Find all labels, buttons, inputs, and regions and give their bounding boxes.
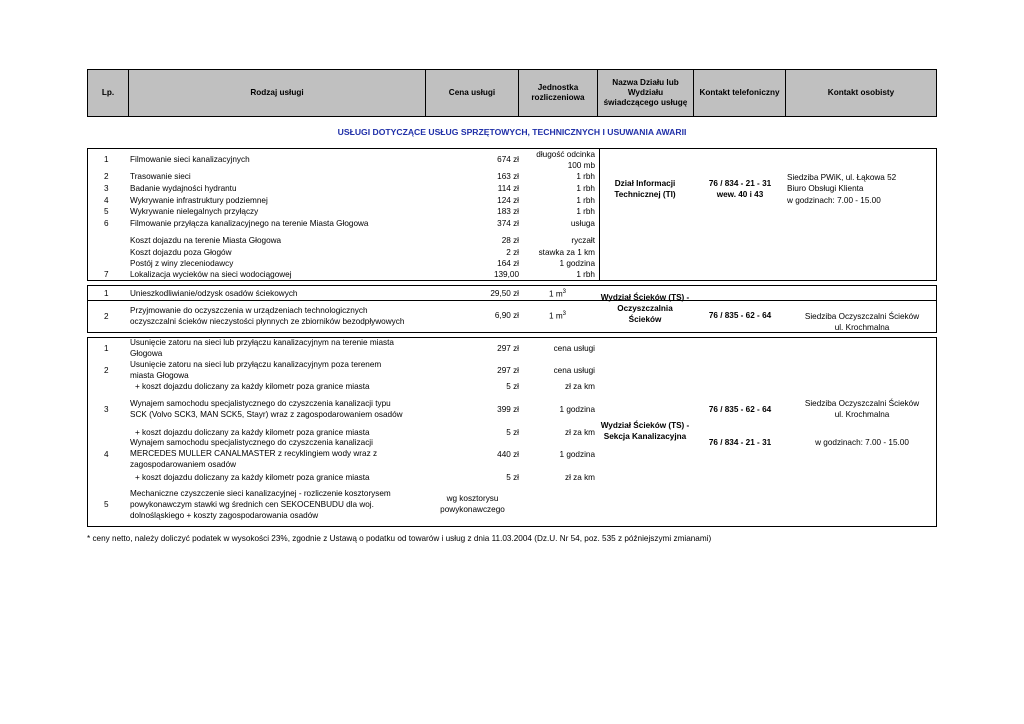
row-lp: 1 <box>104 289 109 298</box>
row-lp: 3 <box>104 184 109 193</box>
row-name: Usunięcie zatoru na sieci lub przyłączu kanalizacyjnym na terenie miasta <box>130 338 394 347</box>
row-price: 29,50 zł <box>490 289 519 298</box>
row-unit: 1 godzina <box>559 450 595 459</box>
group1-dept-line1: Dział Informacji <box>614 179 676 188</box>
row-lp: 5 <box>104 500 109 509</box>
row-unit: 1 rbh <box>576 172 595 181</box>
row-name-line3: dolnośląskiego + koszty zagospodarowania osadów <box>130 511 319 520</box>
row-unit <box>549 311 566 321</box>
row-unit: stawka za 1 km <box>538 248 595 257</box>
row-name: + koszt dojazdu doliczany za każdy kilometr poza granice miasta <box>135 428 370 437</box>
footnote: * ceny netto, należy doliczyć podatek w wysokości 23%, zgodnie z Ustawą o podatku od towarów i usług z dnia 11.03.2004 (Dz.U. Nr 54, poz. 535 z późniejszymi zmianami) <box>87 534 712 543</box>
group3-contact-line1: Siedziba Oczyszczalni Ścieków <box>804 399 920 408</box>
row-price: 2 zł <box>506 248 519 257</box>
header-dzial-line2: Wydziału <box>627 87 664 97</box>
row-unit: zł za km <box>564 382 595 391</box>
row-name: Unieszkodliwianie/odzysk osadów ściekowych <box>130 289 298 298</box>
row-lp: 1 <box>104 344 109 353</box>
group1-divider <box>599 148 600 281</box>
row-unit: cena usługi <box>553 366 595 375</box>
header-osob-label: Kontakt osobisty <box>827 87 895 97</box>
row-price: 5 zł <box>506 473 519 482</box>
row-name: Koszt dojazdu na terenie Miasta Głogowa <box>130 236 282 245</box>
row-name: Lokalizacja wycieków na sieci wodociągowej <box>130 270 292 279</box>
group2-dept-line3: Ścieków <box>628 315 662 324</box>
group3-contact-line3: w godzinach: 7.00 - 15.00 <box>815 438 909 447</box>
row-unit: ryczałt <box>571 236 595 245</box>
row-unit: 1 rbh <box>576 196 595 205</box>
row-price: 124 zł <box>497 196 519 205</box>
group1-contact-line2: Biuro Obsługi Klienta <box>787 184 864 193</box>
header-dzial-line1: Nazwa Działu lub <box>612 77 679 87</box>
row-name: Wykrywanie infrastruktury podziemnej <box>130 196 268 205</box>
group2-contact-line1: Siedziba Oczyszczalni Ścieków <box>804 312 920 321</box>
row-price: 114 zł <box>497 184 519 193</box>
row-price: 297 zł <box>497 344 519 353</box>
group1-tel-line2: wew. 40 i 43 <box>716 190 764 199</box>
row-lp: 4 <box>104 450 109 459</box>
row-lp: 2 <box>104 172 109 181</box>
header-tel <box>694 70 786 116</box>
row-unit: zł za km <box>564 428 595 437</box>
row-price: 374 zł <box>497 219 519 228</box>
header-lp-label: Lp. <box>101 87 115 97</box>
row-name: Filmowanie sieci kanalizacyjnych <box>130 155 250 164</box>
row-lp: 7 <box>104 270 109 279</box>
row-price: 28 zł <box>501 236 519 245</box>
row-price: 5 zł <box>506 428 519 437</box>
row-name: Przyjmowanie do oczyszczenia w urządzeniach technologicznych <box>130 306 368 315</box>
row-lp: 2 <box>104 312 109 321</box>
row-name: Wykrywanie nielegalnych przyłączy <box>130 207 259 216</box>
group1-contact-line1: Siedziba PWiK, ul. Łąkowa 52 <box>787 173 897 182</box>
row-price: 440 zł <box>497 450 519 459</box>
row-name: Wynajem samochodu specjalistycznego do czyszczenia kanalizacji <box>130 438 373 447</box>
row-price: 297 zł <box>497 366 519 375</box>
row-price: wg kosztorysu <box>446 494 499 503</box>
row-name-line2: powykonawczym stawki wg średnich cen SEKOCENBUDU dla woj. <box>130 500 374 509</box>
section-title: USŁUGI DOTYCZĄCE USŁUG SPRZĘTOWYCH, TECHNICZNYCH I USUWANIA AWARII <box>337 127 687 137</box>
group3-contact-line2: ul. Krochmalna <box>834 410 890 419</box>
row-name: Trasowanie sieci <box>130 172 191 181</box>
row-unit: 1 rbh <box>576 184 595 193</box>
group2-dept-line1: Wydział Ścieków (TS) - <box>600 293 690 302</box>
row-unit: cena usługi <box>553 344 595 353</box>
row-name: + koszt dojazdu doliczany za każdy kilometr poza granice miasta <box>135 382 370 391</box>
row-lp: 5 <box>104 207 109 216</box>
header-jednostka-line1: Jednostka <box>537 82 579 92</box>
row-name: Usunięcie zatoru na sieci lub przyłączu kanalizacyjnym poza terenem <box>130 360 382 369</box>
group2-tel: 76 / 835 - 62 - 64 <box>708 311 772 320</box>
row-unit: usługa <box>570 219 595 228</box>
row-name-line2: SCK (Volvo SCK3, MAN SCK5, Stayr) wraz z zagospodarowaniem osadów <box>130 410 403 419</box>
row-unit: 1 rbh <box>576 207 595 216</box>
row-name: Wynajem samochodu specjalistycznego do czyszczenia kanalizacji typu <box>130 399 391 408</box>
row-name: Badanie wydajności hydrantu <box>130 184 237 193</box>
row-price: 183 zł <box>497 207 519 216</box>
row-price: 5 zł <box>506 382 519 391</box>
group1-contact-line3: w godzinach: 7.00 - 15.00 <box>787 196 881 205</box>
header-cena-label: Cena usługi <box>448 87 496 97</box>
row-lp: 6 <box>104 219 109 228</box>
row-price: 6,90 zł <box>494 311 519 320</box>
header-lp <box>88 70 129 116</box>
row-price: 674 zł <box>497 155 519 164</box>
group2-contact-line2: ul. Krochmalna <box>834 323 890 332</box>
header-rodzaj-label: Rodzaj usługi <box>250 87 304 97</box>
row-lp: 4 <box>104 196 109 205</box>
row-name: Koszt dojazdu poza Głogów <box>130 248 232 257</box>
row-unit <box>549 289 566 299</box>
group3-dept-line2: Sekcja Kanalizacyjna <box>603 432 687 441</box>
row-unit: długość odcinka <box>536 150 595 159</box>
row-name: Mechaniczne czyszczenie sieci kanalizacyjnej - rozliczenie kosztorysem <box>130 489 391 498</box>
header-osob <box>786 70 936 116</box>
row-lp: 1 <box>104 155 109 164</box>
row-unit: 1 rbh <box>576 270 595 279</box>
row-unit: 1 godzina <box>559 405 595 414</box>
table-header <box>87 69 937 117</box>
row-lp: 2 <box>104 366 109 375</box>
group3-tel-line1: 76 / 835 - 62 - 64 <box>708 405 772 414</box>
header-tel-label: Kontakt telefoniczny <box>699 87 780 97</box>
unit-text: 1 m <box>549 289 563 299</box>
group1-tel-line1: 76 / 834 - 21 - 31 <box>708 179 772 188</box>
row-lp: 3 <box>104 405 109 414</box>
row-name: + koszt dojazdu doliczany za każdy kilometr poza granice miasta <box>135 473 370 482</box>
row-name-line2: Głogowa <box>130 349 163 358</box>
unit-text: 1 m <box>549 311 563 321</box>
group1-dept-line2: Technicznej (TI) <box>614 190 676 199</box>
header-dzial <box>598 70 694 116</box>
row-price: 163 zł <box>497 172 519 181</box>
header-jednostka-line2: rozliczeniowa <box>531 93 585 102</box>
group2-row-divider <box>88 300 936 301</box>
row-unit2: 100 mb <box>567 161 595 170</box>
row-name-line3: zagospodarowaniem osadów <box>130 460 237 469</box>
row-unit: 1 godzina <box>559 259 595 268</box>
unit-sup: 3 <box>562 311 566 317</box>
header-rodzaj <box>129 70 426 116</box>
row-price-line2: powykonawczego <box>440 505 505 514</box>
unit-sup: 3 <box>562 289 566 295</box>
group2-dept-line2: Oczyszczalnia <box>617 304 673 313</box>
row-price: 139,00 <box>493 270 519 279</box>
row-price: 399 zł <box>497 405 519 414</box>
row-name: Postój z winy zleceniodawcy <box>130 259 234 268</box>
row-unit: zł za km <box>564 473 595 482</box>
group3-tel-line2: 76 / 834 - 21 - 31 <box>708 438 772 447</box>
header-jednostka <box>519 70 598 116</box>
row-name-line2: miasta Głogowa <box>130 371 189 380</box>
header-cena <box>426 70 519 116</box>
row-name-line2: oczyszczalni ścieków nieczystości płynnych ze zbiorników bezodpływowych <box>130 317 405 326</box>
row-name-line2: MERCEDES MULLER CANALMASTER z recyklingiem wody wraz z <box>130 449 378 458</box>
header-dzial-line3: świadczącego usługę <box>603 98 688 108</box>
group3-dept-line1: Wydział Ścieków (TS) - <box>600 421 690 430</box>
row-name: Filmowanie przyłącza kanalizacyjnego na terenie Miasta Głogowa <box>130 219 369 228</box>
row-price: 164 zł <box>497 259 519 268</box>
